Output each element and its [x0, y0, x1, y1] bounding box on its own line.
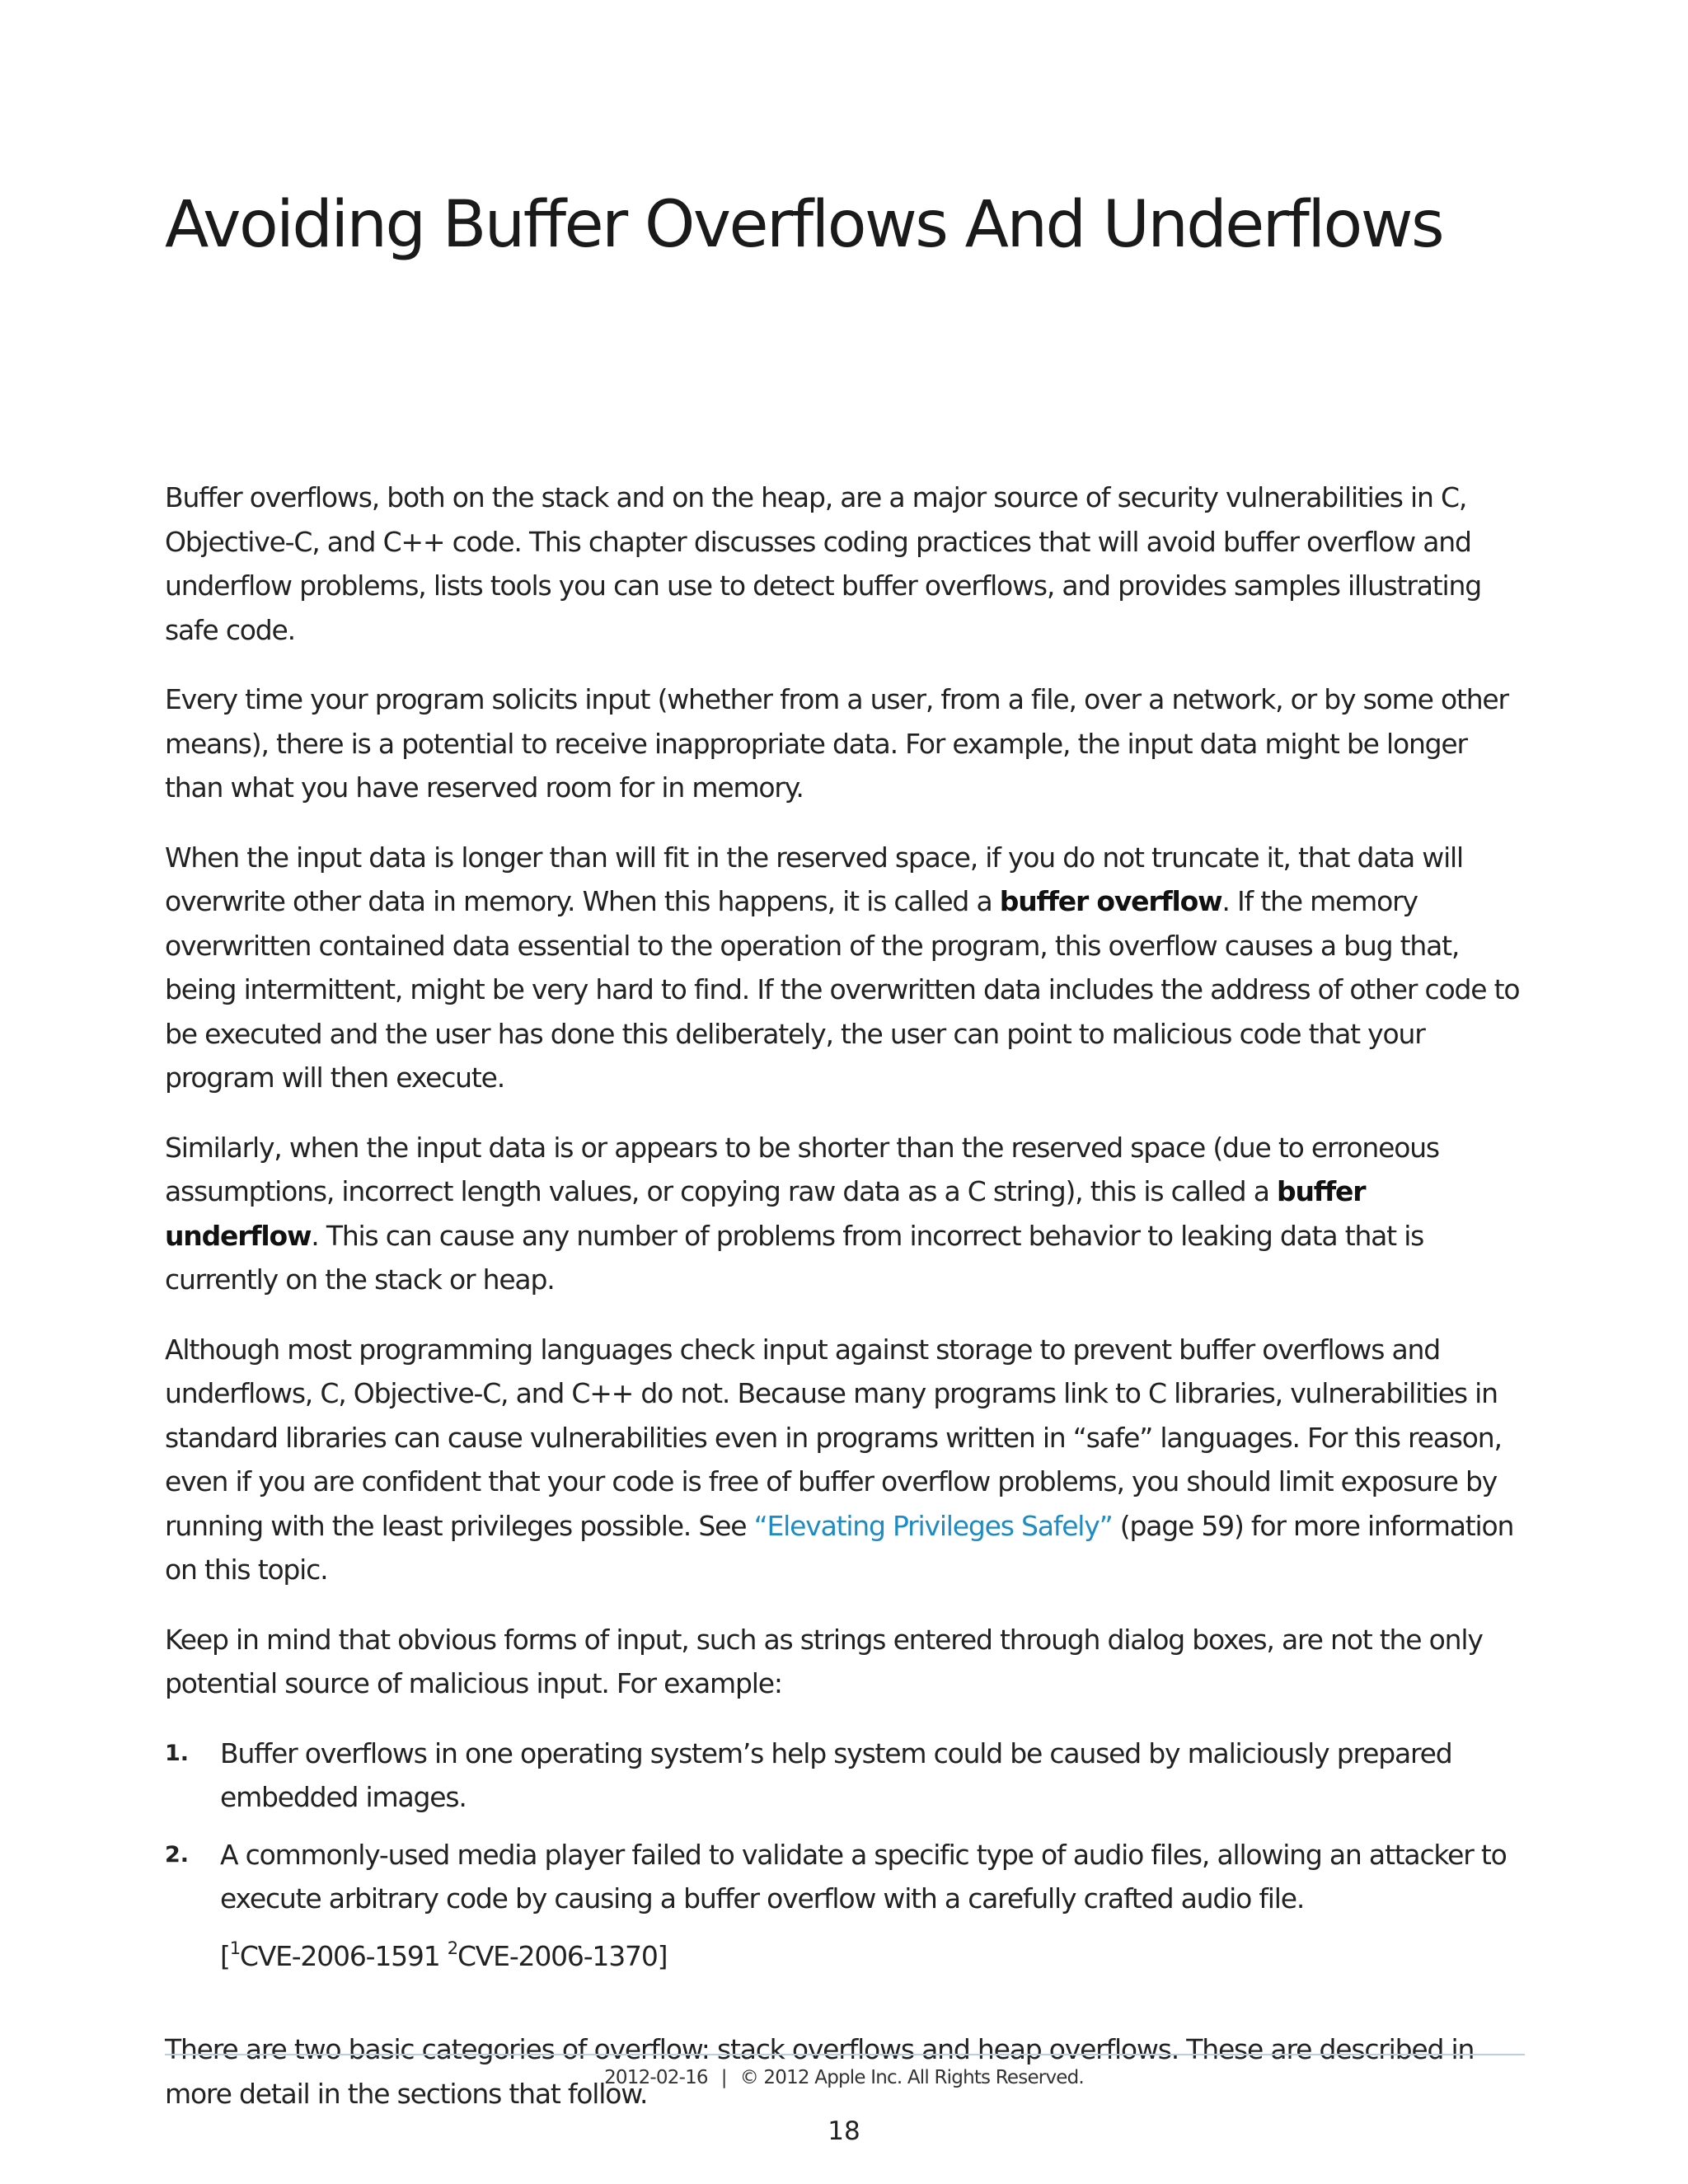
- footer-separator: |: [720, 2067, 727, 2088]
- page-number: 18: [828, 2116, 860, 2146]
- paragraph-text: When the input data is longer than will fit in the reserved space, if you do not truncate it, that data will overwrite other data in memory. When this happens, it is called a: [165, 841, 1463, 917]
- page-title: Avoiding Buffer Overflows And Underflows: [165, 188, 1443, 262]
- term-buffer-overflow: buffer overflow: [999, 885, 1222, 917]
- paragraph-text: Similarly, when the input data is or appears to be shorter than the reserved space (due to erroneous assumptions, incorrect length values, or copying raw data as a C string), this is called a: [165, 1131, 1439, 1207]
- examples-list: [165, 1732, 1525, 1921]
- citation-sup-2: 2: [447, 1938, 457, 1958]
- citation-ref-2: CVE-2006-1370: [457, 1939, 658, 1972]
- paragraph-input-sources: Keep in mind that obvious forms of input, such as strings entered through dialog boxes, are not the only potential source of malicious input. For example:: [165, 1623, 1483, 1699]
- citation: [220, 1934, 1525, 1979]
- list-item-number: 1.: [165, 1740, 190, 1766]
- paragraph-text: . This can cause any number of problems from incorrect behavior to leaking data that is currently on the stack or heap.: [165, 1219, 1424, 1296]
- paragraph-text: Although most programming languages check input against storage to prevent buffer overflows and underflows, C, Objective-C, and C++ do not. Because many programs link to C libraries, vulnerabilities in standard libraries can cause vulnerabilities even in programs written in “safe” languages. For this reason, even if you are confident that your code is free of buffer overflow problems, you should limit exposure by running with the least privileges possible. See: [165, 1333, 1502, 1542]
- list-item-text: Buffer overflows in one operating system’s help system could be caused by maliciously prepared embedded images.: [220, 1736, 1452, 1813]
- paragraph-input: Every time your program solicits input (whether from a user, from a file, over a network, or by some other means), there is a potential to receive inappropriate data. For example, the input data might be longer than what you have reserved room for in memory.: [165, 683, 1508, 804]
- citation-sup-1: 1: [229, 1938, 240, 1958]
- footer: [0, 2067, 1688, 2088]
- paragraph-text: (page 59) for more information on this topic.: [165, 1509, 1514, 1586]
- list-item: [165, 1833, 1525, 1921]
- paragraph-categories: There are two basic categories of overflow: stack overflows and heap overflows. These are described in more detail in the sections that follow.: [165, 2033, 1475, 2110]
- list-item: [165, 1732, 1525, 1820]
- list-item-number: 2.: [165, 1841, 190, 1868]
- list-item-text: A commonly-used media player failed to validate a specific type of audio files, allowing an attacker to execute arbitrary code by causing a buffer overflow with a carefully crafted audio file.: [220, 1838, 1507, 1915]
- footer-date: 2012-02-16: [604, 2067, 708, 2088]
- paragraph-text: . If the memory overwritten contained data essential to the operation of the program, this overflow causes a bug that, being intermittent, might be very hard to find. If the overwritten data includes the address of other code to be executed and the user has done this deliberately, the user can point to malicious code that your program will then execute.: [165, 885, 1520, 1094]
- paragraph-underflow: [165, 1126, 1525, 1302]
- footer-copyright: © 2012 Apple Inc. All Rights Reserved.: [739, 2067, 1084, 2088]
- citation-close: ]: [657, 1939, 668, 1972]
- elevating-privileges-link[interactable]: “Elevating Privileges Safely”: [753, 1509, 1113, 1542]
- citation-ref-1: CVE-2006-1591: [239, 1939, 448, 1972]
- body-text: [165, 476, 1525, 2141]
- paragraph-intro: Buffer overflows, both on the stack and on the heap, are a major source of security vulnerabilities in C, Objective-C, and C++ code. This chapter discusses coding practices that will avoid buffer overflow and underflow problems, lists tools you can use to detect buffer overflows, and provides samples illustrating safe code.: [165, 481, 1481, 646]
- footer-divider: [165, 2054, 1525, 2055]
- term-buffer-underflow: buffer underflow: [165, 1175, 1366, 1252]
- paragraph-overflow: [165, 836, 1525, 1100]
- citation-open: [: [220, 1939, 230, 1972]
- paragraph-languages: [165, 1328, 1525, 1592]
